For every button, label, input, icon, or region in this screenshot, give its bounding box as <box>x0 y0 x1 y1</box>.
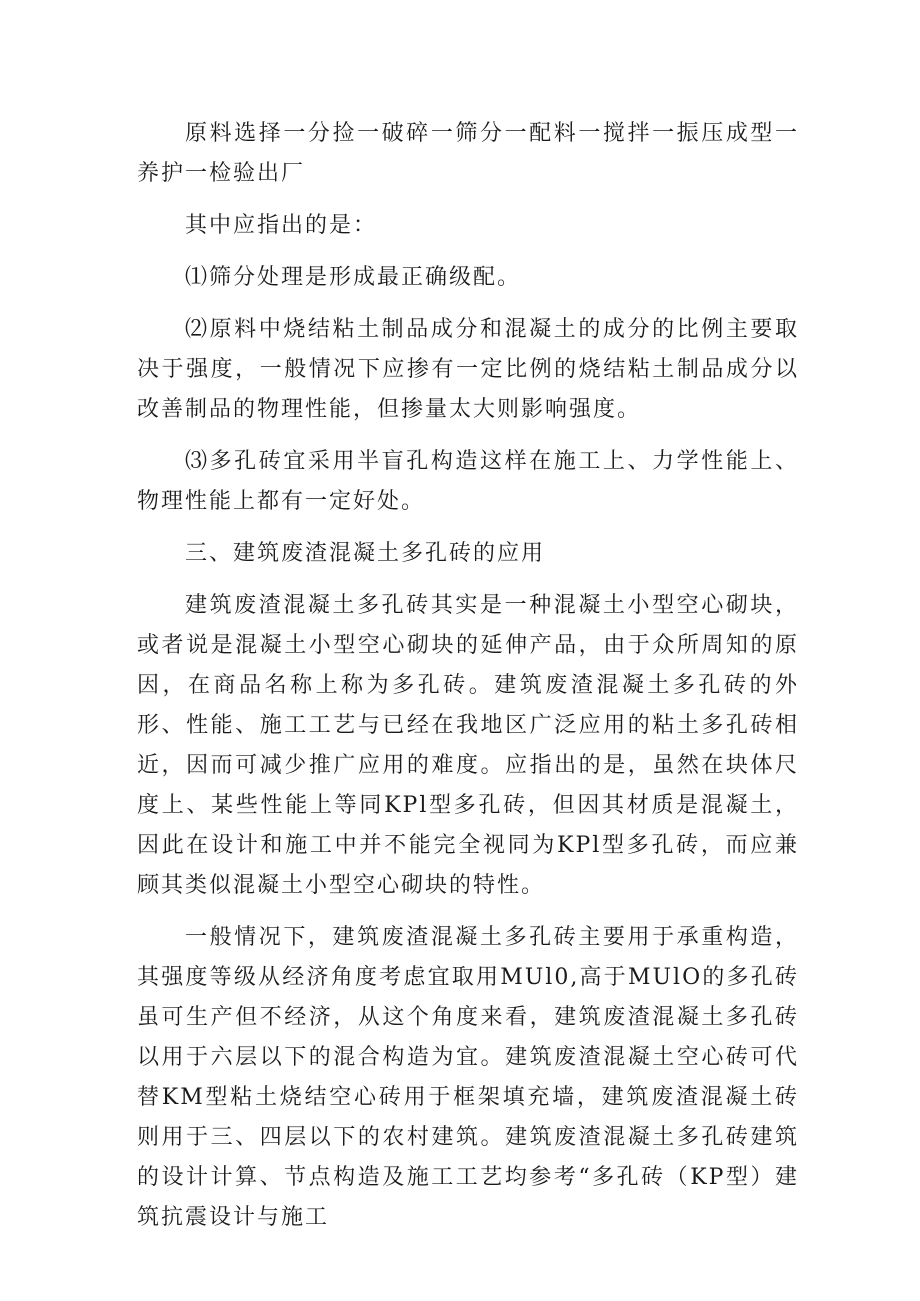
document-body <box>137 114 799 1250</box>
section-heading: 三、建筑废渣混凝土多孔砖的应用 <box>185 541 546 566</box>
paragraph-note-2: ⑵原料中烧结粘土制品成分和混凝土的成分的比例主要取决于强度，一般情况下应掺有一定比例的烧结粘土制品成分以改善制品的物理性能，但掺量太大则影响强度。 <box>137 317 799 422</box>
paragraph-notes-intro: 其中应指出的是： <box>185 213 378 238</box>
paragraph-note-1: ⑴筛分处理是形成最正确级配。 <box>185 265 522 290</box>
paragraph-application: 建筑废渣混凝土多孔砖其实是一种混凝土小型空心砌块，或者说是混凝土小型空心砌块的延伸产品，由于众所周知的原因，在商品名称上称为多孔砖。建筑废渣混凝土多孔砖的外形、性能、施工工艺与已经在我地区广泛应用的粘土多孔砖相近，因而可减少推广应用的难度。应指出的是，虽然在块体尺度上、某些性能上等同KPl型多孔砖，但因其材质是混凝土，因此在设计和施工中并不能完全视同为KPl型多孔砖，而应兼顾其类似混凝土小型空心砌块的特性。 <box>137 593 799 898</box>
paragraph-note-3: ⑶多孔砖宜采用半盲孔构造这样在施工上、力学性能上、物理性能上都有一定好处。 <box>137 449 799 514</box>
paragraph-usage: 一般情况下，建筑废渣混凝土多孔砖主要用于承重构造，其强度等级从经济角度考虑宜取用MUl0,高于MUlO的多孔砖虽可生产但不经济，从这个角度来看，建筑废渣混凝土多孔砖以用于六层以下的混合构造为宜。建筑废渣混凝土空心砖可代替KM型粘土烧结空心砖用于框架填充墙，建筑废渣混凝土砖则用于三、四层以下的农村建筑。建筑废渣混凝土多孔砖建筑的设计计算、节点构造及施工工艺均参考“多孔砖（KP型）建筑抗震设计与施工 <box>137 925 799 1230</box>
paragraph-process-flow: 原料选择一分捡一破碎一筛分一配料一搅拌一振压成型一养护一检验出厂 <box>137 121 799 186</box>
